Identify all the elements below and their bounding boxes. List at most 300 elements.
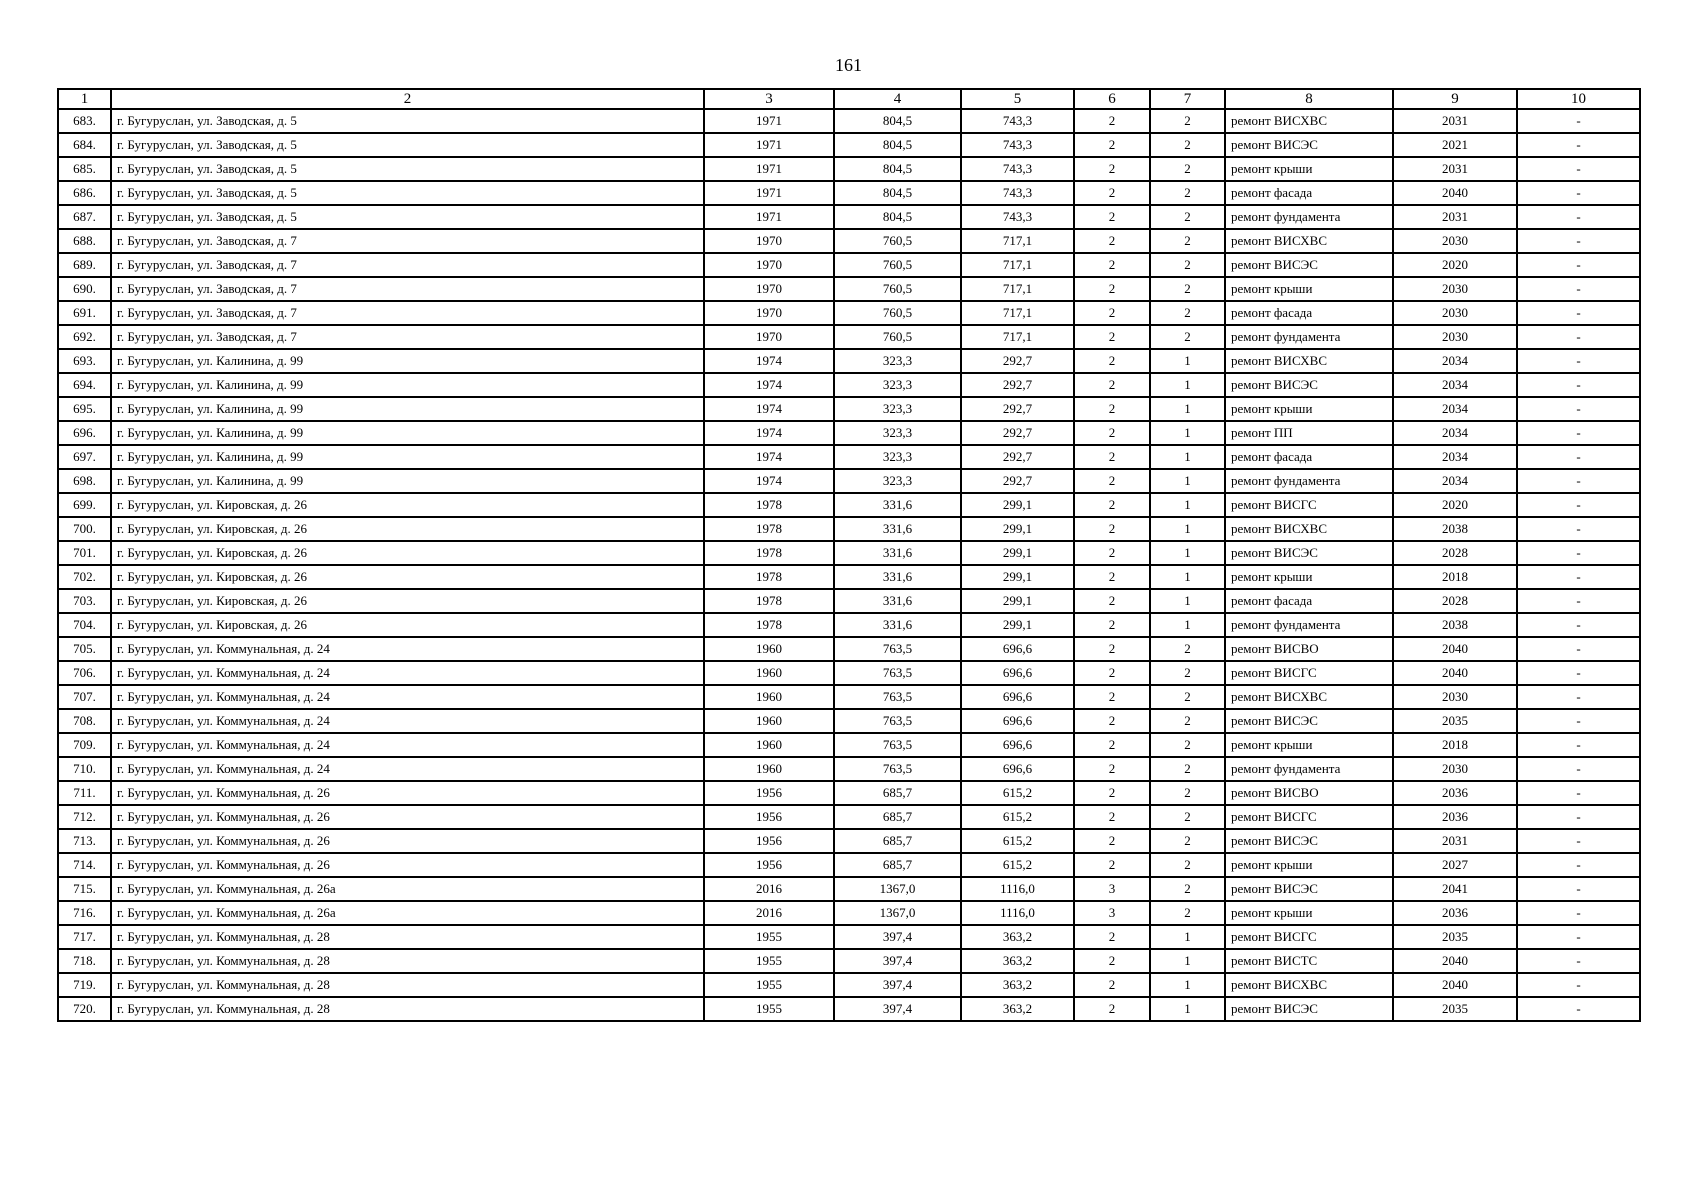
work-type-cell: ремонт фасада [1225,589,1393,613]
entrances-cell: 2 [1150,685,1225,709]
floors-cell: 2 [1074,325,1150,349]
table-row [58,901,1640,925]
row-number-cell: 696. [58,421,111,445]
entrances-cell: 2 [1150,301,1225,325]
living-area-cell: 299,1 [961,493,1074,517]
work-type-cell: ремонт ВИСХВС [1225,109,1393,133]
entrances-cell: 1 [1150,397,1225,421]
work-type-cell: ремонт ВИСХВС [1225,973,1393,997]
row-number-cell: 713. [58,829,111,853]
total-area-cell: 323,3 [834,469,961,493]
work-type-cell: ремонт фасада [1225,181,1393,205]
entrances-cell: 1 [1150,469,1225,493]
floors-cell: 2 [1074,973,1150,997]
address-cell: г. Бугуруслан, ул. Коммунальная, д. 26 [111,805,704,829]
row-number-cell: 705. [58,637,111,661]
total-area-cell: 804,5 [834,205,961,229]
year-built-cell: 1978 [704,517,834,541]
planned-year-cell: 2021 [1393,133,1517,157]
row-number-cell: 691. [58,301,111,325]
year-built-cell: 1974 [704,445,834,469]
work-type-cell: ремонт ПП [1225,421,1393,445]
work-type-cell: ремонт ВИСЭС [1225,541,1393,565]
table-row [58,997,1640,1021]
total-area-cell: 760,5 [834,253,961,277]
year-built-cell: 1971 [704,133,834,157]
address-cell: г. Бугуруслан, ул. Коммунальная, д. 24 [111,685,704,709]
address-cell: г. Бугуруслан, ул. Коммунальная, д. 28 [111,997,704,1021]
note-cell: - [1517,181,1640,205]
living-area-cell: 615,2 [961,805,1074,829]
work-type-cell: ремонт фундамента [1225,469,1393,493]
living-area-cell: 696,6 [961,757,1074,781]
floors-cell: 2 [1074,781,1150,805]
row-number-cell: 697. [58,445,111,469]
living-area-cell: 292,7 [961,445,1074,469]
row-number-cell: 718. [58,949,111,973]
table-row [58,493,1640,517]
planned-year-cell: 2034 [1393,397,1517,421]
work-type-cell: ремонт ВИСЭС [1225,133,1393,157]
year-built-cell: 2016 [704,901,834,925]
table-row [58,925,1640,949]
note-cell: - [1517,613,1640,637]
entrances-cell: 2 [1150,205,1225,229]
note-cell: - [1517,109,1640,133]
address-cell: г. Бугуруслан, ул. Заводская, д. 5 [111,205,704,229]
year-built-cell: 1978 [704,565,834,589]
address-cell: г. Бугуруслан, ул. Кировская, д. 26 [111,613,704,637]
planned-year-cell: 2036 [1393,901,1517,925]
row-number-cell: 683. [58,109,111,133]
planned-year-cell: 2018 [1393,565,1517,589]
living-area-cell: 717,1 [961,301,1074,325]
floors-cell: 2 [1074,181,1150,205]
row-number-cell: 685. [58,157,111,181]
address-cell: г. Бугуруслан, ул. Коммунальная, д. 24 [111,709,704,733]
note-cell: - [1517,997,1640,1021]
table-row [58,325,1640,349]
table-row [58,301,1640,325]
year-built-cell: 1955 [704,949,834,973]
table-row [58,349,1640,373]
table-row [58,133,1640,157]
total-area-cell: 760,5 [834,277,961,301]
total-area-cell: 331,6 [834,541,961,565]
total-area-cell: 804,5 [834,109,961,133]
planned-year-cell: 2030 [1393,685,1517,709]
entrances-cell: 2 [1150,181,1225,205]
living-area-cell: 363,2 [961,949,1074,973]
note-cell: - [1517,685,1640,709]
table-row [58,637,1640,661]
row-number-cell: 692. [58,325,111,349]
address-cell: г. Бугуруслан, ул. Кировская, д. 26 [111,517,704,541]
table-row [58,445,1640,469]
work-type-cell: ремонт ВИСХВС [1225,229,1393,253]
address-cell: г. Бугуруслан, ул. Заводская, д. 7 [111,229,704,253]
note-cell: - [1517,277,1640,301]
total-area-cell: 685,7 [834,781,961,805]
address-cell: г. Бугуруслан, ул. Калинина, д. 99 [111,469,704,493]
planned-year-cell: 2031 [1393,205,1517,229]
entrances-cell: 1 [1150,349,1225,373]
table-row [58,541,1640,565]
entrances-cell: 2 [1150,829,1225,853]
total-area-cell: 323,3 [834,445,961,469]
table-row [58,157,1640,181]
address-cell: г. Бугуруслан, ул. Калинина, д. 99 [111,373,704,397]
table-row [58,613,1640,637]
entrances-cell: 1 [1150,997,1225,1021]
note-cell: - [1517,637,1640,661]
work-type-cell: ремонт ВИСЭС [1225,829,1393,853]
entrances-cell: 1 [1150,949,1225,973]
total-area-cell: 763,5 [834,661,961,685]
address-cell: г. Бугуруслан, ул. Коммунальная, д. 26 [111,829,704,853]
register-table [57,88,1641,1022]
total-area-cell: 763,5 [834,709,961,733]
work-type-cell: ремонт ВИСГС [1225,925,1393,949]
note-cell: - [1517,901,1640,925]
note-cell: - [1517,541,1640,565]
address-cell: г. Бугуруслан, ул. Заводская, д. 5 [111,109,704,133]
column-header-7: 7 [1150,89,1225,109]
work-type-cell: ремонт крыши [1225,157,1393,181]
floors-cell: 2 [1074,589,1150,613]
table-row [58,853,1640,877]
address-cell: г. Бугуруслан, ул. Кировская, д. 26 [111,493,704,517]
note-cell: - [1517,973,1640,997]
planned-year-cell: 2031 [1393,157,1517,181]
floors-cell: 3 [1074,877,1150,901]
entrances-cell: 1 [1150,373,1225,397]
note-cell: - [1517,661,1640,685]
planned-year-cell: 2040 [1393,973,1517,997]
row-number-cell: 717. [58,925,111,949]
year-built-cell: 1956 [704,853,834,877]
address-cell: г. Бугуруслан, ул. Заводская, д. 7 [111,301,704,325]
address-cell: г. Бугуруслан, ул. Калинина, д. 99 [111,397,704,421]
floors-cell: 2 [1074,925,1150,949]
living-area-cell: 299,1 [961,589,1074,613]
note-cell: - [1517,133,1640,157]
address-cell: г. Бугуруслан, ул. Заводская, д. 7 [111,253,704,277]
floors-cell: 2 [1074,733,1150,757]
column-header-5: 5 [961,89,1074,109]
total-area-cell: 804,5 [834,157,961,181]
table-row [58,685,1640,709]
note-cell: - [1517,757,1640,781]
total-area-cell: 323,3 [834,397,961,421]
living-area-cell: 299,1 [961,541,1074,565]
entrances-cell: 1 [1150,589,1225,613]
table-row [58,181,1640,205]
planned-year-cell: 2035 [1393,997,1517,1021]
total-area-cell: 331,6 [834,589,961,613]
entrances-cell: 2 [1150,901,1225,925]
table-row [58,517,1640,541]
entrances-cell: 2 [1150,805,1225,829]
table-row [58,661,1640,685]
living-area-cell: 299,1 [961,613,1074,637]
planned-year-cell: 2031 [1393,109,1517,133]
work-type-cell: ремонт ВИСВО [1225,637,1393,661]
year-built-cell: 1956 [704,781,834,805]
row-number-cell: 716. [58,901,111,925]
entrances-cell: 2 [1150,109,1225,133]
work-type-cell: ремонт фундамента [1225,205,1393,229]
entrances-cell: 2 [1150,709,1225,733]
living-area-cell: 743,3 [961,109,1074,133]
planned-year-cell: 2040 [1393,637,1517,661]
floors-cell: 2 [1074,349,1150,373]
page-number: 161 [835,55,862,75]
entrances-cell: 2 [1150,253,1225,277]
column-header-2: 2 [111,89,704,109]
planned-year-cell: 2035 [1393,925,1517,949]
note-cell: - [1517,445,1640,469]
table-row [58,709,1640,733]
year-built-cell: 1955 [704,973,834,997]
planned-year-cell: 2034 [1393,349,1517,373]
living-area-cell: 292,7 [961,397,1074,421]
work-type-cell: ремонт ВИСХВС [1225,517,1393,541]
total-area-cell: 397,4 [834,925,961,949]
row-number-cell: 687. [58,205,111,229]
work-type-cell: ремонт крыши [1225,565,1393,589]
year-built-cell: 1971 [704,181,834,205]
floors-cell: 2 [1074,613,1150,637]
entrances-cell: 1 [1150,493,1225,517]
table-row [58,877,1640,901]
address-cell: г. Бугуруслан, ул. Заводская, д. 7 [111,325,704,349]
note-cell: - [1517,853,1640,877]
year-built-cell: 1960 [704,757,834,781]
entrances-cell: 2 [1150,661,1225,685]
floors-cell: 2 [1074,997,1150,1021]
planned-year-cell: 2030 [1393,757,1517,781]
work-type-cell: ремонт ВИСЭС [1225,997,1393,1021]
note-cell: - [1517,925,1640,949]
total-area-cell: 763,5 [834,757,961,781]
planned-year-cell: 2040 [1393,661,1517,685]
row-number-cell: 710. [58,757,111,781]
total-area-cell: 397,4 [834,997,961,1021]
year-built-cell: 1955 [704,925,834,949]
entrances-cell: 2 [1150,637,1225,661]
row-number-cell: 694. [58,373,111,397]
planned-year-cell: 2031 [1393,829,1517,853]
planned-year-cell: 2040 [1393,949,1517,973]
table-row [58,733,1640,757]
living-area-cell: 292,7 [961,349,1074,373]
entrances-cell: 2 [1150,733,1225,757]
entrances-cell: 1 [1150,565,1225,589]
row-number-cell: 686. [58,181,111,205]
floors-cell: 2 [1074,565,1150,589]
floors-cell: 2 [1074,805,1150,829]
entrances-cell: 1 [1150,445,1225,469]
row-number-cell: 690. [58,277,111,301]
note-cell: - [1517,877,1640,901]
living-area-cell: 1116,0 [961,877,1074,901]
planned-year-cell: 2030 [1393,325,1517,349]
living-area-cell: 696,6 [961,685,1074,709]
total-area-cell: 323,3 [834,421,961,445]
total-area-cell: 397,4 [834,973,961,997]
year-built-cell: 1974 [704,421,834,445]
entrances-cell: 1 [1150,973,1225,997]
floors-cell: 2 [1074,109,1150,133]
living-area-cell: 363,2 [961,973,1074,997]
note-cell: - [1517,205,1640,229]
year-built-cell: 1974 [704,469,834,493]
table-row [58,949,1640,973]
total-area-cell: 323,3 [834,349,961,373]
column-header-10: 10 [1517,89,1640,109]
table-row [58,253,1640,277]
row-number-cell: 720. [58,997,111,1021]
living-area-cell: 292,7 [961,469,1074,493]
column-header-9: 9 [1393,89,1517,109]
work-type-cell: ремонт ВИСЭС [1225,877,1393,901]
entrances-cell: 1 [1150,421,1225,445]
column-header-3: 3 [704,89,834,109]
total-area-cell: 1367,0 [834,877,961,901]
year-built-cell: 1971 [704,157,834,181]
planned-year-cell: 2028 [1393,589,1517,613]
entrances-cell: 2 [1150,757,1225,781]
address-cell: г. Бугуруслан, ул. Коммунальная, д. 24 [111,757,704,781]
living-area-cell: 717,1 [961,277,1074,301]
column-header-6: 6 [1074,89,1150,109]
row-number-cell: 709. [58,733,111,757]
address-cell: г. Бугуруслан, ул. Коммунальная, д. 24 [111,733,704,757]
table-row [58,973,1640,997]
table-row [58,373,1640,397]
row-number-cell: 693. [58,349,111,373]
note-cell: - [1517,349,1640,373]
living-area-cell: 717,1 [961,229,1074,253]
entrances-cell: 2 [1150,133,1225,157]
total-area-cell: 331,6 [834,493,961,517]
planned-year-cell: 2034 [1393,373,1517,397]
work-type-cell: ремонт фундамента [1225,757,1393,781]
planned-year-cell: 2028 [1393,541,1517,565]
work-type-cell: ремонт фундамента [1225,325,1393,349]
floors-cell: 2 [1074,133,1150,157]
address-cell: г. Бугуруслан, ул. Коммунальная, д. 24 [111,661,704,685]
total-area-cell: 760,5 [834,301,961,325]
address-cell: г. Бугуруслан, ул. Калинина, д. 99 [111,445,704,469]
planned-year-cell: 2034 [1393,421,1517,445]
floors-cell: 2 [1074,637,1150,661]
row-number-cell: 715. [58,877,111,901]
note-cell: - [1517,949,1640,973]
note-cell: - [1517,805,1640,829]
address-cell: г. Бугуруслан, ул. Заводская, д. 5 [111,181,704,205]
year-built-cell: 1971 [704,109,834,133]
work-type-cell: ремонт ВИСЭС [1225,373,1393,397]
planned-year-cell: 2035 [1393,709,1517,733]
work-type-cell: ремонт крыши [1225,853,1393,877]
total-area-cell: 760,5 [834,229,961,253]
address-cell: г. Бугуруслан, ул. Коммунальная, д. 26 [111,853,704,877]
row-number-cell: 688. [58,229,111,253]
living-area-cell: 743,3 [961,181,1074,205]
note-cell: - [1517,781,1640,805]
row-number-cell: 708. [58,709,111,733]
planned-year-cell: 2027 [1393,853,1517,877]
entrances-cell: 2 [1150,277,1225,301]
floors-cell: 2 [1074,469,1150,493]
floors-cell: 2 [1074,229,1150,253]
row-number-cell: 700. [58,517,111,541]
floors-cell: 2 [1074,517,1150,541]
living-area-cell: 363,2 [961,925,1074,949]
table-row [58,277,1640,301]
row-number-cell: 689. [58,253,111,277]
address-cell: г. Бугуруслан, ул. Коммунальная, д. 26а [111,877,704,901]
living-area-cell: 615,2 [961,853,1074,877]
row-number-cell: 695. [58,397,111,421]
planned-year-cell: 2034 [1393,445,1517,469]
planned-year-cell: 2020 [1393,493,1517,517]
row-number-cell: 701. [58,541,111,565]
entrances-cell: 1 [1150,541,1225,565]
floors-cell: 2 [1074,373,1150,397]
note-cell: - [1517,829,1640,853]
total-area-cell: 685,7 [834,853,961,877]
entrances-cell: 2 [1150,853,1225,877]
floors-cell: 2 [1074,157,1150,181]
year-built-cell: 1970 [704,229,834,253]
planned-year-cell: 2030 [1393,229,1517,253]
floors-cell: 3 [1074,901,1150,925]
table-row [58,469,1640,493]
year-built-cell: 2016 [704,877,834,901]
living-area-cell: 1116,0 [961,901,1074,925]
note-cell: - [1517,397,1640,421]
year-built-cell: 1970 [704,277,834,301]
note-cell: - [1517,565,1640,589]
planned-year-cell: 2038 [1393,517,1517,541]
work-type-cell: ремонт ВИСТС [1225,949,1393,973]
note-cell: - [1517,229,1640,253]
table-body [58,109,1640,1021]
floors-cell: 2 [1074,757,1150,781]
year-built-cell: 1978 [704,589,834,613]
total-area-cell: 760,5 [834,325,961,349]
living-area-cell: 696,6 [961,637,1074,661]
row-number-cell: 703. [58,589,111,613]
row-number-cell: 704. [58,613,111,637]
column-header-1: 1 [58,89,111,109]
year-built-cell: 1974 [704,397,834,421]
note-cell: - [1517,709,1640,733]
planned-year-cell: 2018 [1393,733,1517,757]
year-built-cell: 1974 [704,373,834,397]
entrances-cell: 2 [1150,781,1225,805]
table-row [58,397,1640,421]
address-cell: г. Бугуруслан, ул. Кировская, д. 26 [111,565,704,589]
living-area-cell: 743,3 [961,205,1074,229]
planned-year-cell: 2020 [1393,253,1517,277]
entrances-cell: 1 [1150,925,1225,949]
address-cell: г. Бугуруслан, ул. Калинина, д. 99 [111,349,704,373]
work-type-cell: ремонт крыши [1225,733,1393,757]
